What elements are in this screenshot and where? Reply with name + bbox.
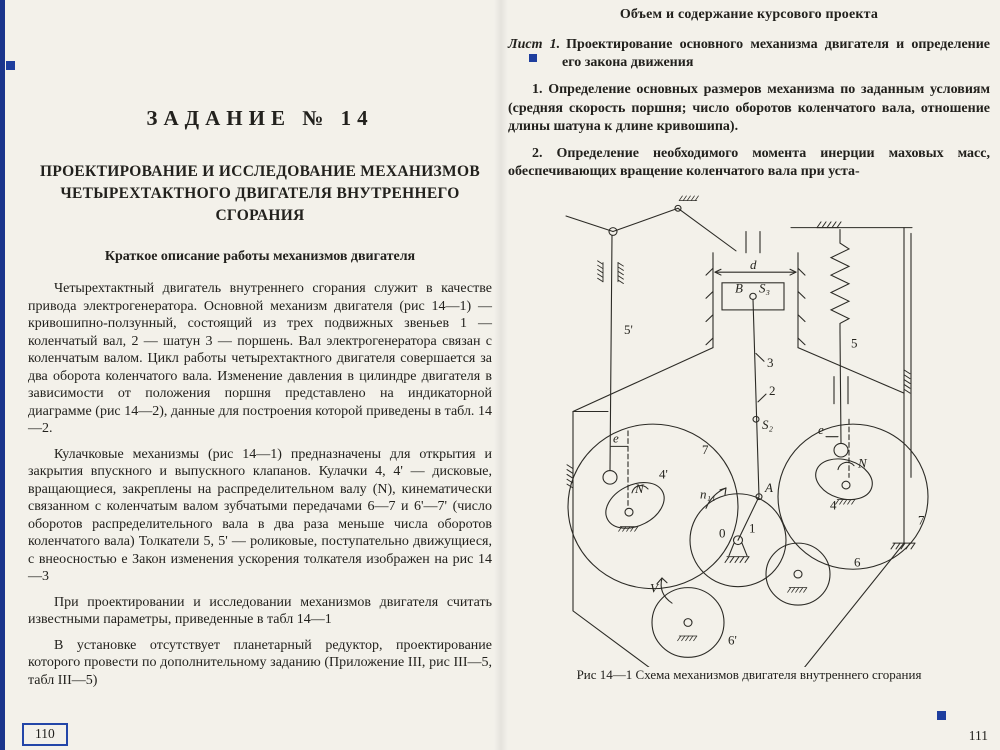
valve-spring-group [826,230,849,478]
right-page [508,0,990,750]
item-2-text: Определение необходимого момента инерции маховых масс, обеспечивающих вращение коленчатого вала при уста- [508,145,990,180]
label-e-left: e [613,431,619,446]
figure-14-1 [508,187,978,667]
scan-artifact-edge-strip [0,0,5,750]
paragraph-engine-description: Четырехтактный двигатель внутреннего сгорания служит в качестве привода электрогенератора. Основной механизм двигателя (рис 14—1) — кривошипно-ползунный, состоящий из трех подвижных звеньев 1 — коленчатый вал, 2 — шатун 3 — поршень. Вал электрогенератора связан с коленчатым валом. Цикл работы четырехтактного двигателя совершается за два оборота коленчатого вала. Изменение давления в цилиндре двигателя в зависимости от положения поршня представлено на индикаторной диаграмме (рис 14—2), данные для построения которой приведены в табл. 14—2. [28,281,492,436]
paragraph-cam-mechanisms: Кулачковые механизмы (рис 14—1) предназначены для открытия и закрытия впускного и выпускного клапанов. Кулачки 4, 4' — дисковые, вращающиеся, закреплены на распределительном валу (N), кинематически связанном с коленчатым валом зубчатыми передачами 6—7 и 6'—7' (число оборотов распределительного вала в два раза меньше числа оборотов коленчатого вала) Толкатели 5, 5' — роликовые, поступательно движущиеся, с внеосностью e Закон изменения ускорения толкателя изображен на рис 14—3 [28,446,492,584]
figure-caption: Рис 14—1 Схема механизмов двигателя внутреннего сгорания [576,667,922,683]
diagram-labels [613,259,925,648]
left-tappet-group [598,236,628,509]
label-gear-6: 6 [854,555,861,570]
paragraph-planetary-gear: В установке отсутствует планетарный редуктор, проектирование которого провести по дополнительному заданию (Приложение III, рис III—5, табл III—5) [28,637,492,688]
label-cam-4p: 4' [659,467,668,482]
sheet-1-label: Лист 1. [508,37,561,52]
item-1-number: 1. [532,82,543,98]
right-gear-cam-group [778,424,928,569]
left-page [28,0,492,750]
label-s3: S₃ [759,281,771,296]
sheet-1-item [508,36,990,72]
page-number-right: 111 [968,728,988,743]
rocker-lever [566,196,760,253]
label-s2: S₂ [762,418,774,433]
label-e-right: e [818,423,824,438]
label-n-right: N [858,457,867,471]
label-diameter-d: d [750,258,757,273]
engine-diagram [508,187,978,667]
section-subheading: Краткое описание работы механизмов двигателя [104,249,416,264]
item-2-number: 2. [532,145,543,161]
label-gear-7-left: 7 [702,443,709,458]
label-link-3: 3 [767,356,774,371]
label-point-a: A [765,481,773,496]
label-tappet-5: 5 [851,337,858,351]
project-item-1 [508,81,990,136]
label-tappet-5p: 5' [624,323,633,338]
label-v: V [650,581,658,596]
item-1-text: Определение основных размеров механизма по заданным условиям (средняя скорость поршня; число оборотов коленчатого вала, отношение длины шатуна к длине кривошипа). [508,82,991,134]
paragraph-known-parameters: При проектировании и исследовании механизмов двигателя считать известными параметры, приведенные в табл 14—1 [28,594,492,627]
label-cam-4: 4 [830,498,837,513]
sheet-1-text: Проектирование основного механизма двигателя и определение его закона движения [562,37,990,71]
label-gear-6p: 6' [728,634,737,649]
label-gear-7-right: 7 [918,514,925,529]
label-link-2: 2 [769,384,776,399]
project-contents-heading: Объем и содержание курсового проекта [619,7,879,22]
task-title: ЗАДАНИЕ № 14 [146,106,374,130]
label-point-b: B [735,281,743,296]
page-number-left: 110 [22,723,68,746]
label-point-o: 0 [719,526,726,541]
label-link-1: 1 [749,521,756,536]
left-gear-cam-group [568,424,738,589]
scan-artifact [6,61,15,70]
task-heading: ПРОЕКТИРОВАНИЕ И ИССЛЕДОВАНИЕ МЕХАНИЗМОВ ЧЕТЫРЕХТАКТНОГО ДВИГАТЕЛЯ ВНУТРЕННЕГО СГОРАНИЯ [40,163,480,224]
project-item-2 [508,145,990,181]
label-n11: n₁₁ [700,488,716,502]
label-n-left: N [635,482,644,497]
